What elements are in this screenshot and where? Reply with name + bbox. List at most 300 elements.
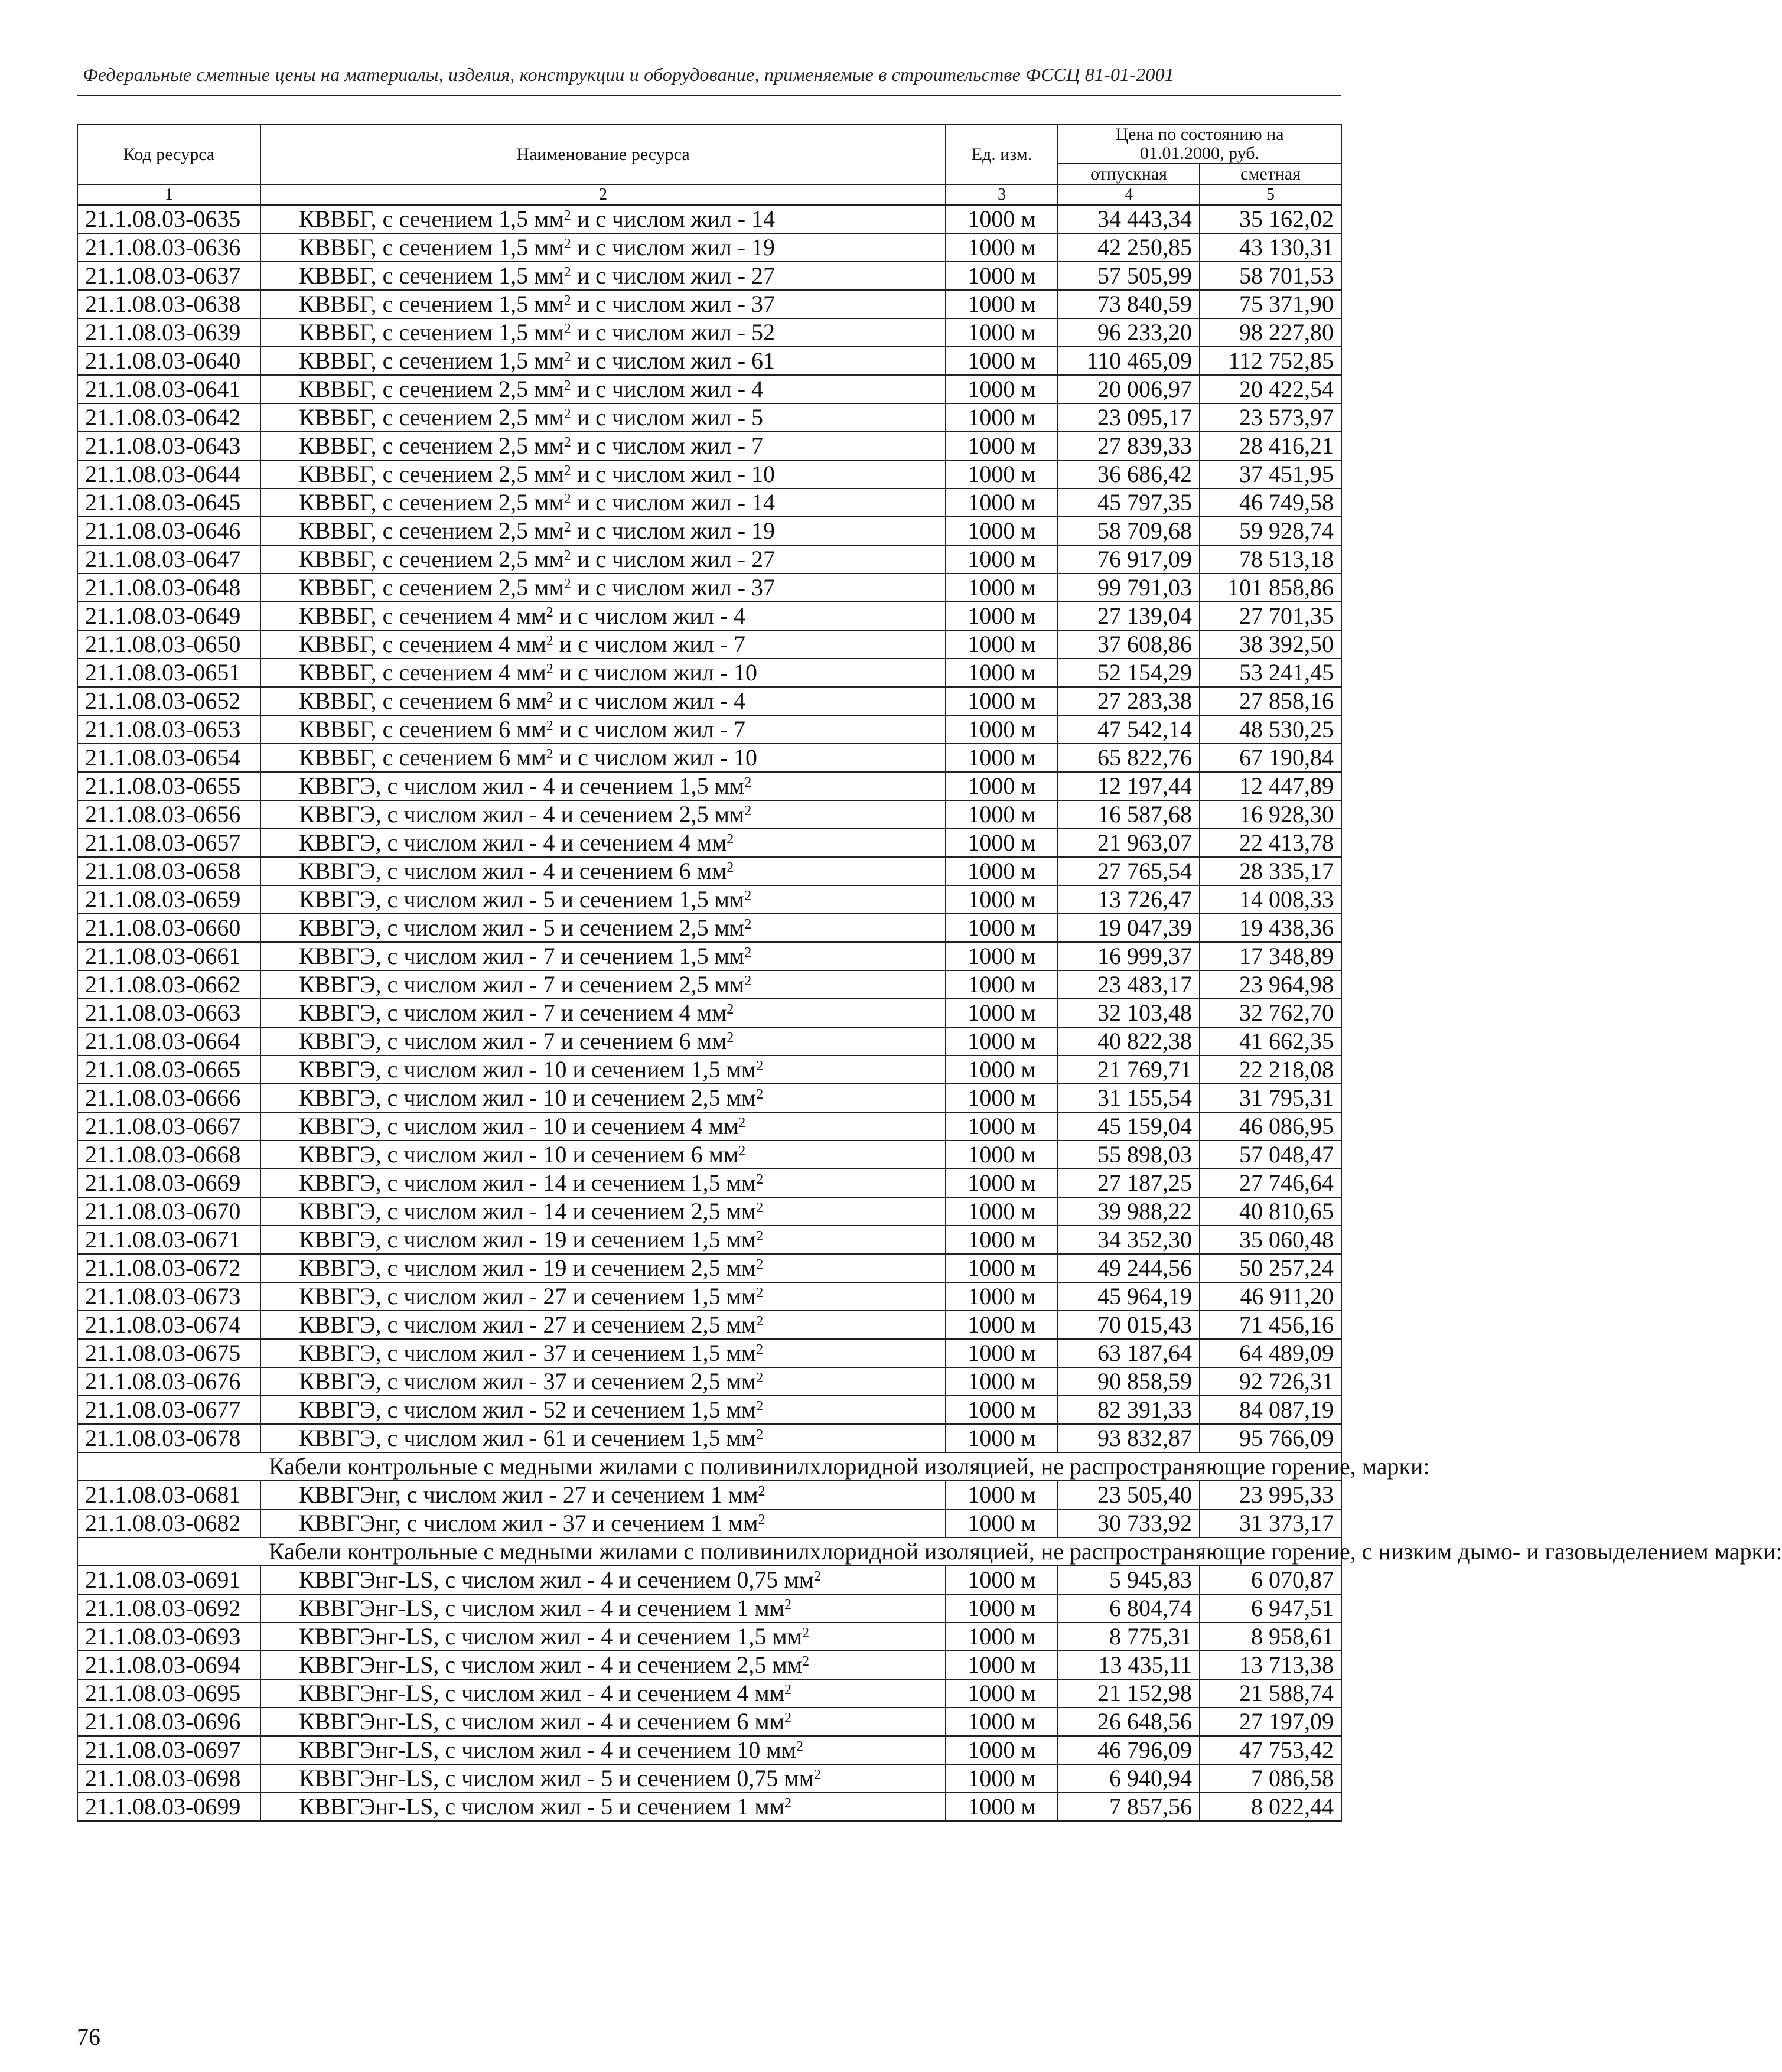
unit-of-measure: 1000 м (946, 574, 1058, 602)
release-price: 45 964,19 (1058, 1282, 1200, 1311)
price-table (77, 124, 1782, 1822)
resource-name (260, 1679, 946, 1708)
resource-code: 21.1.08.03-0641 (77, 375, 260, 403)
table-row (77, 829, 1341, 857)
resource-name-text: КВВГЭ, с числом жил - 10 и сечением 2,5 мм (299, 1084, 757, 1111)
resource-name-suffix: и с числом жил - 4 (553, 602, 746, 629)
estimate-price: 28 335,17 (1200, 857, 1341, 885)
release-price: 23 483,17 (1058, 970, 1200, 999)
unit-superscript: 2 (563, 321, 571, 337)
resource-name-text: КВВГЭ, с числом жил - 5 и сечением 2,5 мм (299, 914, 745, 941)
unit-superscript: 2 (727, 1030, 734, 1045)
unit-of-measure: 1000 м (946, 545, 1058, 574)
resource-name-text: КВВГЭ, с числом жил - 52 и сечением 1,5 мм (299, 1396, 757, 1423)
table-row (77, 403, 1341, 432)
unit-of-measure: 1000 м (946, 1566, 1058, 1594)
estimate-price: 31 795,31 (1200, 1084, 1341, 1112)
resource-code: 21.1.08.03-0677 (77, 1396, 260, 1424)
resource-name-text: КВВБГ, с сечением 4 мм (299, 631, 546, 657)
unit-superscript: 2 (758, 1512, 765, 1527)
estimate-price: 112 752,85 (1200, 347, 1341, 375)
resource-name-text: КВВБГ, с сечением 6 мм (299, 744, 546, 771)
running-header: Федеральные сметные цены на материалы, изделия, конструкции и оборудование, применяемые в строительстве ФССЦ 81-01-2001 (83, 64, 1175, 85)
unit-superscript: 2 (756, 1427, 764, 1442)
resource-name-text: КВВГЭ, с числом жил - 5 и сечением 1,5 мм (299, 886, 745, 913)
header-estimate: сметная (1200, 164, 1341, 185)
unit-of-measure: 1000 м (946, 375, 1058, 403)
column-number: 2 (260, 185, 946, 205)
table-row (77, 545, 1341, 574)
resource-name-text: КВВГЭнг-LS, с числом жил - 4 и сечением 6 мм (299, 1708, 785, 1735)
resource-name-text: КВВГЭнг-LS, с числом жил - 4 и сечением 1,5 мм (299, 1623, 803, 1650)
unit-superscript: 2 (727, 860, 734, 875)
resource-name-suffix: и с числом жил - 5 (571, 404, 764, 431)
unit-superscript: 2 (546, 633, 553, 649)
resource-code: 21.1.08.03-0674 (77, 1311, 260, 1339)
resource-code: 21.1.08.03-0682 (77, 1509, 260, 1537)
resource-code: 21.1.08.03-0664 (77, 1027, 260, 1055)
unit-of-measure: 1000 м (946, 1481, 1058, 1509)
unit-superscript: 2 (563, 406, 571, 422)
table-row (77, 1594, 1341, 1623)
resource-code: 21.1.08.03-0676 (77, 1367, 260, 1396)
table-row (77, 885, 1341, 914)
table-row (77, 517, 1341, 545)
resource-name-text: КВВБГ, с сечением 1,5 мм (299, 206, 564, 232)
resource-code: 21.1.08.03-0645 (77, 488, 260, 517)
unit-of-measure: 1000 м (946, 659, 1058, 687)
unit-superscript: 2 (756, 1229, 764, 1244)
section-empty-cell (77, 1452, 260, 1481)
resource-code: 21.1.08.03-0669 (77, 1169, 260, 1197)
unit-of-measure: 1000 м (946, 205, 1058, 233)
table-row (77, 1112, 1341, 1141)
unit-superscript: 2 (563, 350, 571, 365)
table-row (77, 1481, 1341, 1509)
table-row (77, 1679, 1341, 1708)
table-row (77, 1282, 1341, 1311)
release-price: 40 822,38 (1058, 1027, 1200, 1055)
resource-name (260, 488, 946, 517)
resource-name-text: КВВГЭ, с числом жил - 61 и сечением 1,5 мм (299, 1425, 757, 1451)
estimate-price: 53 241,45 (1200, 659, 1341, 687)
unit-superscript: 2 (744, 888, 752, 904)
unit-of-measure: 1000 м (946, 1651, 1058, 1679)
resource-name-suffix: и с числом жил - 14 (571, 489, 776, 516)
resource-name (260, 687, 946, 715)
estimate-price: 21 588,74 (1200, 1679, 1341, 1708)
resource-name (260, 630, 946, 659)
estimate-price: 13 713,38 (1200, 1651, 1341, 1679)
resource-code: 21.1.08.03-0647 (77, 545, 260, 574)
release-price: 6 940,94 (1058, 1764, 1200, 1793)
resource-code: 21.1.08.03-0646 (77, 517, 260, 545)
table-row (77, 1764, 1341, 1793)
resource-code: 21.1.08.03-0699 (77, 1793, 260, 1821)
table-row (77, 857, 1341, 885)
resource-name-text: КВВБГ, с сечением 2,5 мм (299, 432, 564, 459)
resource-code: 21.1.08.03-0675 (77, 1339, 260, 1367)
unit-of-measure: 1000 м (946, 1623, 1058, 1651)
resource-name (260, 1339, 946, 1367)
release-price: 27 139,04 (1058, 602, 1200, 630)
table-row (77, 375, 1341, 403)
unit-of-measure: 1000 м (946, 1424, 1058, 1452)
section-title: Кабели контрольные с медными жилами с поливинилхлоридной изоляцией, не распространяющие горение, марки: (260, 1452, 1341, 1481)
resource-name-suffix: и с числом жил - 27 (571, 262, 776, 289)
unit-superscript: 2 (756, 1200, 764, 1216)
resource-code: 21.1.08.03-0653 (77, 715, 260, 744)
estimate-price: 92 726,31 (1200, 1367, 1341, 1396)
unit-of-measure: 1000 м (946, 347, 1058, 375)
resource-name-text: КВВБГ, с сечением 6 мм (299, 716, 546, 742)
resource-name-text: КВВБГ, с сечением 2,5 мм (299, 517, 564, 544)
release-price: 30 733,92 (1058, 1509, 1200, 1537)
header-release: отпускная (1058, 164, 1200, 185)
resource-name (260, 1481, 946, 1509)
release-price: 73 840,59 (1058, 290, 1200, 318)
resource-code: 21.1.08.03-0694 (77, 1651, 260, 1679)
resource-name-text: КВВБГ, с сечением 2,5 мм (299, 376, 564, 402)
table-row (77, 1367, 1341, 1396)
resource-name-suffix: и с числом жил - 7 (553, 716, 746, 742)
release-price: 8 775,31 (1058, 1623, 1200, 1651)
release-price: 27 839,33 (1058, 432, 1200, 460)
resource-name-suffix: и с числом жил - 19 (571, 517, 776, 544)
table-row (77, 715, 1341, 744)
release-price: 21 152,98 (1058, 1679, 1200, 1708)
unit-superscript: 2 (756, 1285, 764, 1301)
resource-name-text: КВВГЭнг-LS, с числом жил - 4 и сечением 2,5 мм (299, 1651, 803, 1678)
unit-of-measure: 1000 м (946, 970, 1058, 999)
release-price: 23 095,17 (1058, 403, 1200, 432)
resource-code: 21.1.08.03-0652 (77, 687, 260, 715)
unit-superscript: 2 (563, 548, 571, 563)
resource-name-suffix: и с числом жил - 37 (571, 291, 776, 317)
table-row (77, 1623, 1341, 1651)
resource-code: 21.1.08.03-0691 (77, 1566, 260, 1594)
release-price: 26 648,56 (1058, 1708, 1200, 1736)
release-price: 49 244,56 (1058, 1254, 1200, 1282)
estimate-price: 46 749,58 (1200, 488, 1341, 517)
resource-name (260, 403, 946, 432)
table-row (77, 1339, 1341, 1367)
table-row (77, 488, 1341, 517)
table-row (77, 1141, 1341, 1169)
unit-of-measure: 1000 м (946, 262, 1058, 290)
resource-name-suffix: и с числом жил - 7 (553, 631, 746, 657)
resource-name-text: КВВГЭ, с числом жил - 10 и сечением 1,5 мм (299, 1056, 757, 1083)
unit-of-measure: 1000 м (946, 715, 1058, 744)
unit-of-measure: 1000 м (946, 1679, 1058, 1708)
resource-name (260, 1254, 946, 1282)
resource-name-text: КВВБГ, с сечением 2,5 мм (299, 574, 564, 601)
resource-name-text: КВВБГ, с сечением 1,5 мм (299, 347, 564, 374)
resource-name (260, 1594, 946, 1623)
resource-name (260, 659, 946, 687)
resource-name (260, 545, 946, 574)
release-price: 52 154,29 (1058, 659, 1200, 687)
resource-name-text: КВВБГ, с сечением 2,5 мм (299, 461, 564, 487)
unit-superscript: 2 (563, 520, 571, 535)
resource-name (260, 829, 946, 857)
estimate-price: 47 753,42 (1200, 1736, 1341, 1764)
unit-of-measure: 1000 м (946, 1226, 1058, 1254)
table-row (77, 1396, 1341, 1424)
unit-superscript: 2 (727, 1002, 734, 1017)
resource-name-text: КВВГЭ, с числом жил - 14 и сечением 1,5 мм (299, 1169, 757, 1196)
estimate-price: 37 451,95 (1200, 460, 1341, 488)
resource-code: 21.1.08.03-0661 (77, 942, 260, 970)
estimate-price: 31 373,17 (1200, 1509, 1341, 1537)
unit-superscript: 2 (796, 1739, 804, 1754)
table-row (77, 1084, 1341, 1112)
release-price: 21 769,71 (1058, 1055, 1200, 1084)
resource-name (260, 715, 946, 744)
section-empty-cell (77, 1537, 260, 1566)
resource-name-text: КВВБГ, с сечением 2,5 мм (299, 489, 564, 516)
table-row (77, 1509, 1341, 1537)
unit-of-measure: 1000 м (946, 829, 1058, 857)
header-price-group: Цена по состоянию на 01.01.2000, руб. (1058, 125, 1341, 164)
estimate-price: 27 197,09 (1200, 1708, 1341, 1736)
unit-superscript: 2 (814, 1569, 822, 1584)
unit-of-measure: 1000 м (946, 1084, 1058, 1112)
resource-name (260, 772, 946, 800)
resource-name (260, 1566, 946, 1594)
table-row (77, 942, 1341, 970)
estimate-price: 101 858,86 (1200, 574, 1341, 602)
unit-superscript: 2 (756, 1342, 764, 1357)
unit-superscript: 2 (563, 378, 571, 393)
resource-code: 21.1.08.03-0644 (77, 460, 260, 488)
resource-name (260, 1282, 946, 1311)
resource-name-suffix: и с числом жил - 61 (571, 347, 776, 374)
unit-superscript: 2 (744, 945, 752, 960)
table-row (77, 1736, 1341, 1764)
unit-of-measure: 1000 м (946, 999, 1058, 1027)
resource-code: 21.1.08.03-0663 (77, 999, 260, 1027)
release-price: 27 187,25 (1058, 1169, 1200, 1197)
estimate-price: 22 413,78 (1200, 829, 1341, 857)
table-row (77, 1566, 1341, 1594)
resource-name-text: КВВБГ, с сечением 2,5 мм (299, 404, 564, 431)
column-number: 5 (1200, 185, 1341, 205)
unit-of-measure: 1000 м (946, 1509, 1058, 1537)
resource-name-text: КВВГЭ, с числом жил - 14 и сечением 2,5 мм (299, 1198, 757, 1224)
resource-code: 21.1.08.03-0696 (77, 1708, 260, 1736)
unit-of-measure: 1000 м (946, 318, 1058, 347)
release-price: 19 047,39 (1058, 914, 1200, 942)
resource-code: 21.1.08.03-0658 (77, 857, 260, 885)
table-row (77, 1055, 1341, 1084)
resource-name-suffix: и с числом жил - 10 (571, 461, 776, 487)
estimate-price: 84 087,19 (1200, 1396, 1341, 1424)
resource-name (260, 1084, 946, 1112)
unit-of-measure: 1000 м (946, 460, 1058, 488)
table-row (77, 602, 1341, 630)
estimate-price: 57 048,47 (1200, 1141, 1341, 1169)
resource-code: 21.1.08.03-0637 (77, 262, 260, 290)
unit-superscript: 2 (756, 1370, 764, 1386)
resource-name-suffix: и с числом жил - 37 (571, 574, 776, 601)
unit-of-measure: 1000 м (946, 1339, 1058, 1367)
resource-name (260, 970, 946, 999)
unit-superscript: 2 (546, 605, 553, 620)
estimate-price: 40 810,65 (1200, 1197, 1341, 1226)
resource-name-text: КВВБГ, с сечением 1,5 мм (299, 319, 564, 346)
estimate-price: 28 416,21 (1200, 432, 1341, 460)
unit-of-measure: 1000 м (946, 1141, 1058, 1169)
unit-superscript: 2 (546, 747, 553, 762)
resource-name-text: КВВГЭ, с числом жил - 4 и сечением 2,5 мм (299, 801, 745, 828)
resource-code: 21.1.08.03-0698 (77, 1764, 260, 1793)
estimate-price: 22 218,08 (1200, 1055, 1341, 1084)
release-price: 45 797,35 (1058, 488, 1200, 517)
unit-superscript: 2 (546, 718, 553, 734)
table-row (77, 318, 1341, 347)
resource-name-text: КВВГЭ, с числом жил - 4 и сечением 1,5 мм (299, 773, 745, 799)
resource-name (260, 1169, 946, 1197)
unit-of-measure: 1000 м (946, 885, 1058, 914)
estimate-price: 46 086,95 (1200, 1112, 1341, 1141)
resource-code: 21.1.08.03-0654 (77, 744, 260, 772)
estimate-price: 58 701,53 (1200, 262, 1341, 290)
table-row (77, 262, 1341, 290)
resource-code: 21.1.08.03-0692 (77, 1594, 260, 1623)
resource-name (260, 1367, 946, 1396)
estimate-price: 27 858,16 (1200, 687, 1341, 715)
resource-code: 21.1.08.03-0670 (77, 1197, 260, 1226)
unit-of-measure: 1000 м (946, 1367, 1058, 1396)
release-price: 36 686,42 (1058, 460, 1200, 488)
header-unit: Ед. изм. (946, 125, 1058, 185)
table-row (77, 1254, 1341, 1282)
unit-of-measure: 1000 м (946, 1197, 1058, 1226)
resource-name (260, 375, 946, 403)
table-row (77, 1197, 1341, 1226)
estimate-price: 27 746,64 (1200, 1169, 1341, 1197)
resource-name-text: КВВГЭнг-LS, с числом жил - 4 и сечением 1 мм (299, 1595, 785, 1621)
resource-name-suffix: и с числом жил - 52 (571, 319, 776, 346)
resource-code: 21.1.08.03-0643 (77, 432, 260, 460)
unit-of-measure: 1000 м (946, 1708, 1058, 1736)
release-price: 13 726,47 (1058, 885, 1200, 914)
column-number: 3 (946, 185, 1058, 205)
resource-name-text: КВВГЭнг-LS, с числом жил - 4 и сечением 0,75 мм (299, 1566, 815, 1593)
release-price: 63 187,64 (1058, 1339, 1200, 1367)
resource-name-text: КВВГЭ, с числом жил - 7 и сечением 2,5 мм (299, 971, 745, 998)
unit-superscript: 2 (784, 1597, 792, 1612)
estimate-price: 35 060,48 (1200, 1226, 1341, 1254)
table-row (77, 800, 1341, 829)
header-name: Наименование ресурса (260, 125, 946, 185)
header-rule (77, 95, 1341, 96)
unit-superscript: 2 (756, 1058, 764, 1074)
resource-code: 21.1.08.03-0668 (77, 1141, 260, 1169)
resource-name-suffix: и с числом жил - 19 (571, 234, 776, 260)
resource-code: 21.1.08.03-0660 (77, 914, 260, 942)
estimate-price: 19 438,36 (1200, 914, 1341, 942)
release-price: 23 505,40 (1058, 1481, 1200, 1509)
resource-code: 21.1.08.03-0639 (77, 318, 260, 347)
resource-name-suffix: и с числом жил - 4 (553, 688, 746, 714)
resource-name-suffix: и с числом жил - 10 (553, 744, 758, 771)
estimate-price: 35 162,02 (1200, 205, 1341, 233)
resource-code: 21.1.08.03-0635 (77, 205, 260, 233)
resource-name-text: КВВГЭ, с числом жил - 27 и сечением 2,5 мм (299, 1311, 757, 1338)
release-price: 58 709,68 (1058, 517, 1200, 545)
release-price: 34 443,34 (1058, 205, 1200, 233)
resource-code: 21.1.08.03-0650 (77, 630, 260, 659)
resource-name (260, 1226, 946, 1254)
resource-name-text: КВВГЭнг, с числом жил - 37 и сечением 1 мм (299, 1510, 758, 1536)
release-price: 20 006,97 (1058, 375, 1200, 403)
estimate-price: 46 911,20 (1200, 1282, 1341, 1311)
resource-name-text: КВВГЭнг-LS, с числом жил - 4 и сечением 4 мм (299, 1680, 785, 1706)
resource-name (260, 942, 946, 970)
resource-name (260, 205, 946, 233)
resource-name (260, 517, 946, 545)
resource-name (260, 1396, 946, 1424)
resource-name (260, 1197, 946, 1226)
unit-superscript: 2 (784, 1796, 792, 1811)
table-row (77, 432, 1341, 460)
page-number: 76 (77, 2024, 100, 2050)
table-row (77, 1027, 1341, 1055)
resource-name (260, 1055, 946, 1084)
resource-name-text: КВВГЭ, с числом жил - 37 и сечением 1,5 мм (299, 1340, 757, 1366)
estimate-price: 78 513,18 (1200, 545, 1341, 574)
resource-code: 21.1.08.03-0640 (77, 347, 260, 375)
resource-name (260, 999, 946, 1027)
resource-name (260, 602, 946, 630)
unit-superscript: 2 (563, 236, 571, 252)
unit-of-measure: 1000 м (946, 857, 1058, 885)
estimate-price: 6 947,51 (1200, 1594, 1341, 1623)
resource-name (260, 1651, 946, 1679)
unit-superscript: 2 (563, 208, 571, 223)
section-row (77, 1452, 1341, 1481)
unit-of-measure: 1000 м (946, 1396, 1058, 1424)
table-row (77, 1169, 1341, 1197)
unit-superscript: 2 (758, 1484, 765, 1499)
resource-name (260, 1623, 946, 1651)
resource-name (260, 290, 946, 318)
estimate-price: 64 489,09 (1200, 1339, 1341, 1367)
release-price: 45 159,04 (1058, 1112, 1200, 1141)
unit-of-measure: 1000 м (946, 1112, 1058, 1141)
estimate-price: 67 190,84 (1200, 744, 1341, 772)
resource-code: 21.1.08.03-0651 (77, 659, 260, 687)
resource-name-suffix: и с числом жил - 27 (571, 546, 776, 572)
release-price: 6 804,74 (1058, 1594, 1200, 1623)
resource-name (260, 1736, 946, 1764)
resource-name (260, 1424, 946, 1452)
resource-name-text: КВВБГ, с сечением 4 мм (299, 659, 546, 686)
table-row (77, 205, 1341, 233)
release-price: 32 103,48 (1058, 999, 1200, 1027)
unit-superscript: 2 (744, 973, 752, 989)
column-number: 4 (1058, 185, 1200, 205)
unit-of-measure: 1000 м (946, 602, 1058, 630)
unit-superscript: 2 (744, 775, 752, 790)
unit-superscript: 2 (738, 1115, 746, 1131)
resource-name (260, 318, 946, 347)
release-price: 57 505,99 (1058, 262, 1200, 290)
release-price: 31 155,54 (1058, 1084, 1200, 1112)
section-row (77, 1537, 1341, 1566)
